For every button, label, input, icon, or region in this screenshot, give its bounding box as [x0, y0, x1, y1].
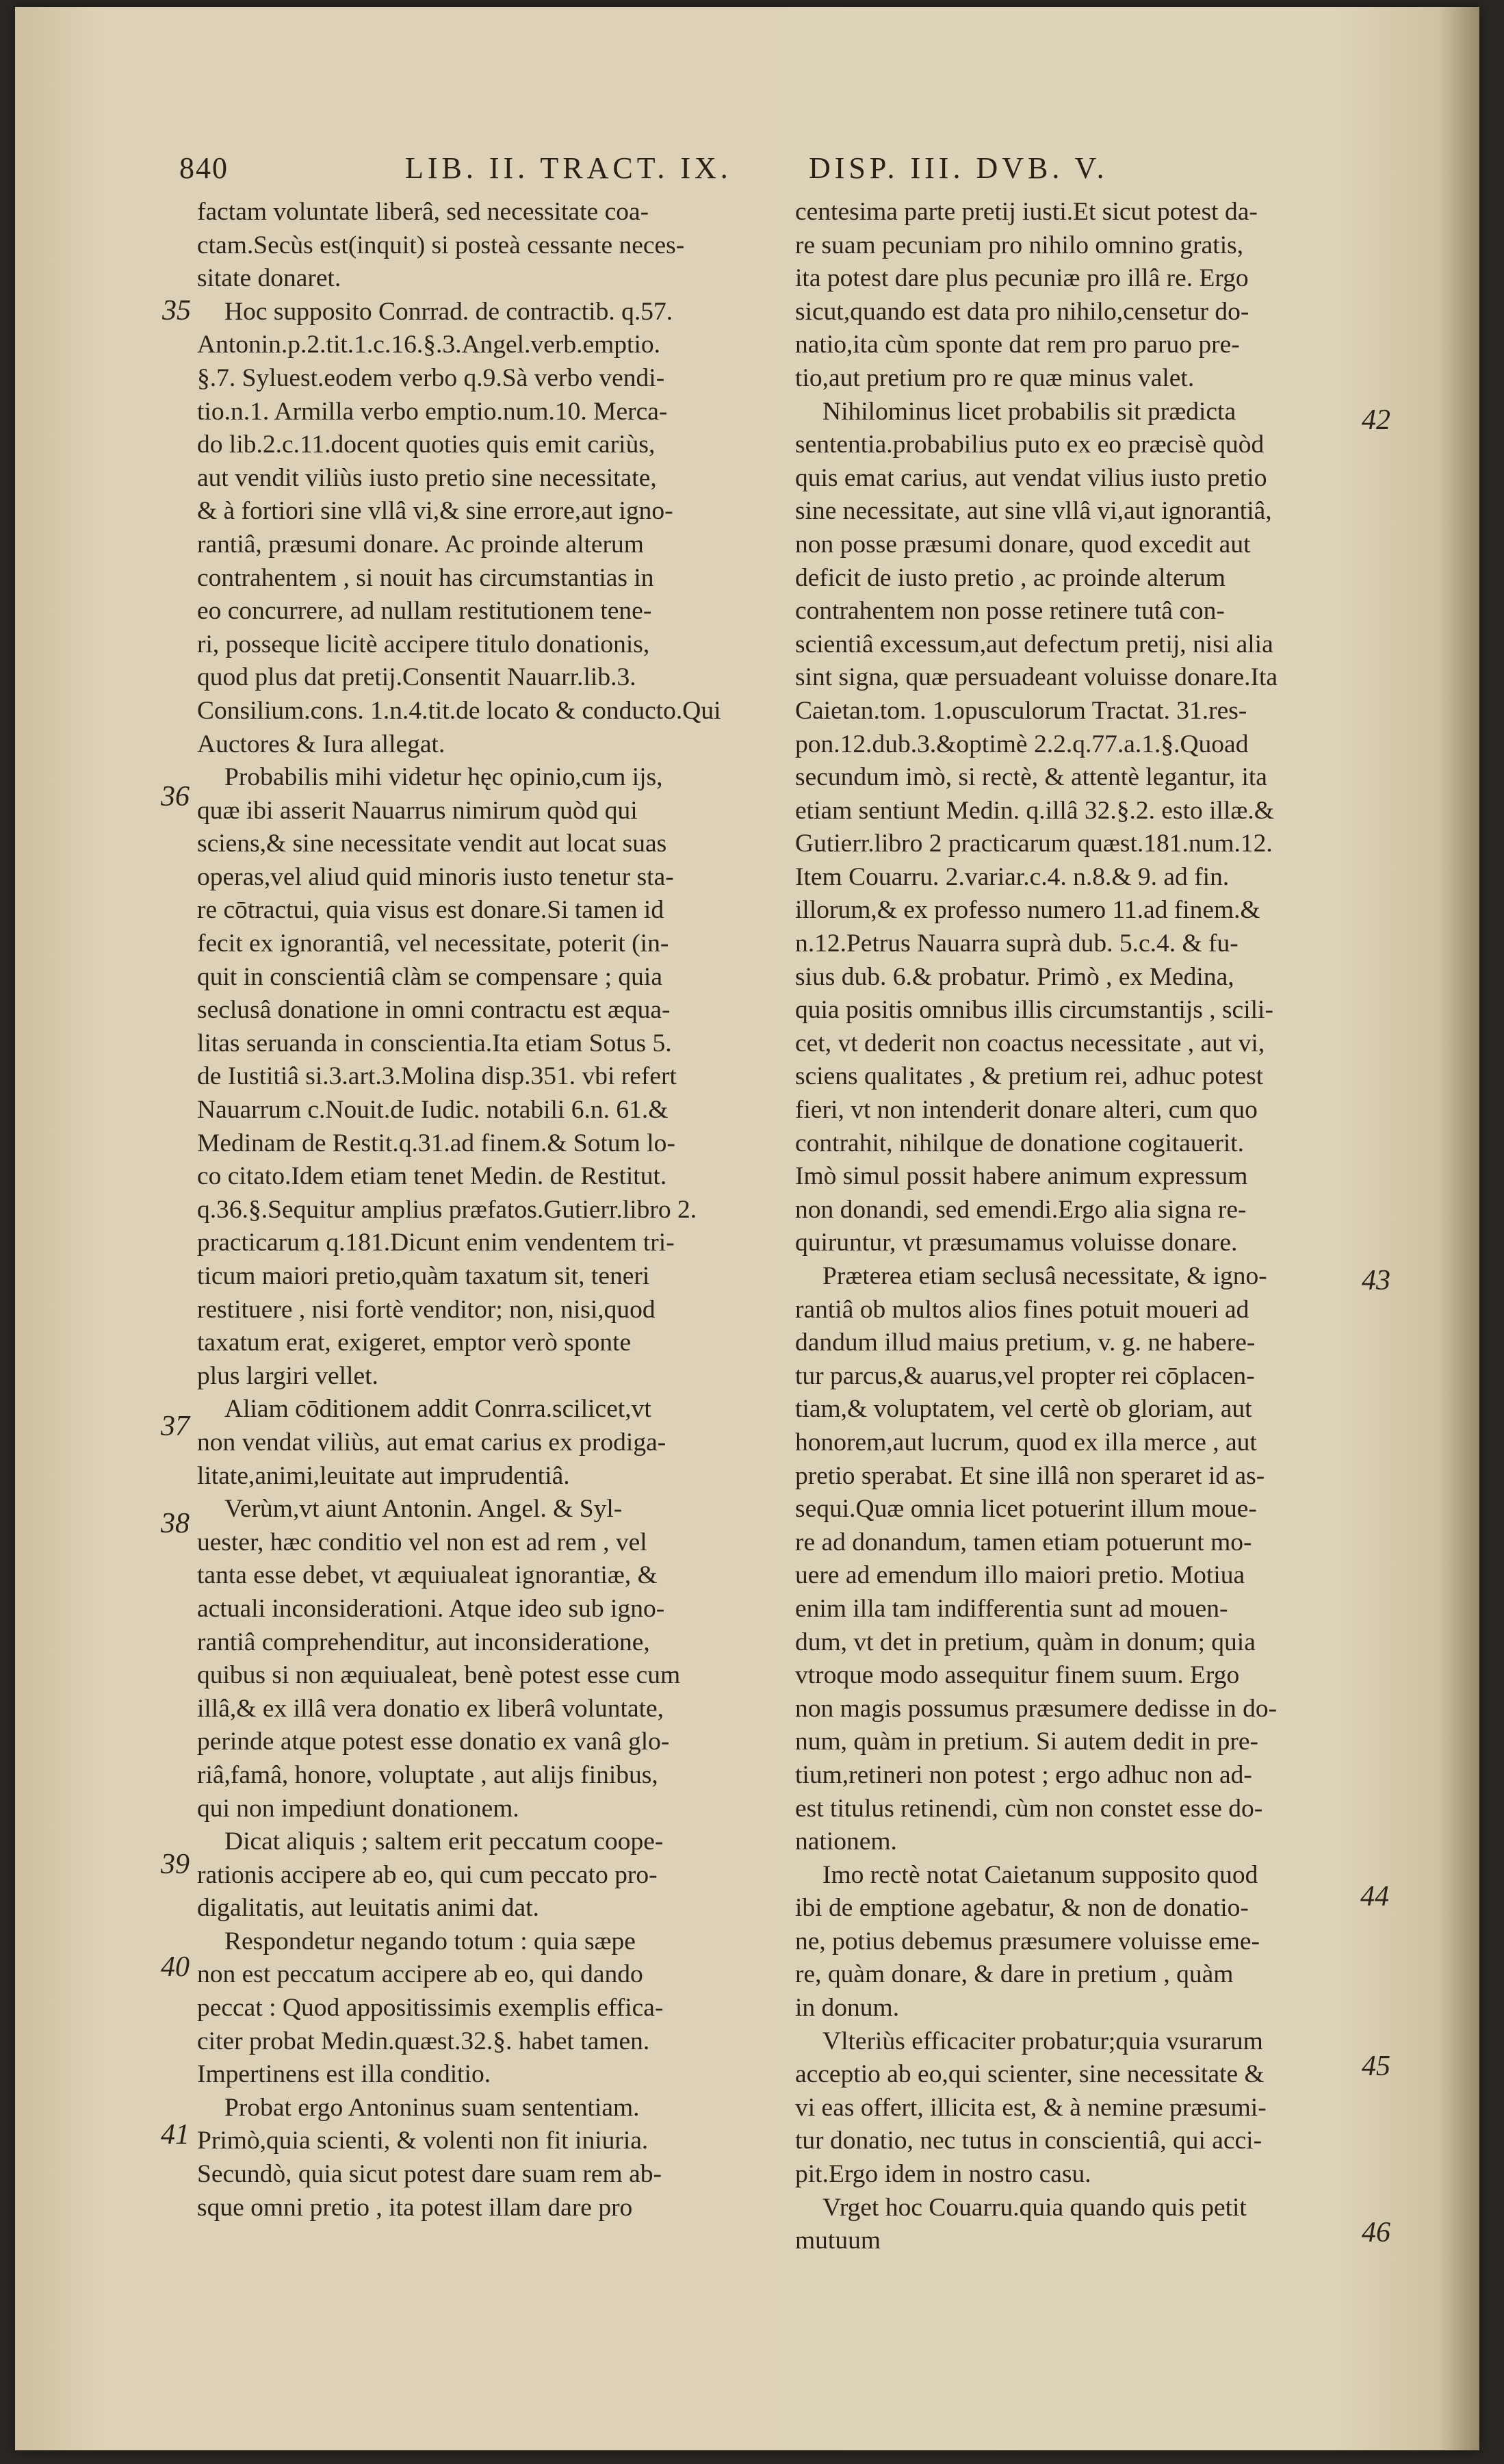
text-line: non vendat viliùs, aut emat carius ex prodiga- — [197, 1428, 666, 1456]
text-line: quis emat carius, aut vendat vilius iusto pretio — [795, 463, 1267, 492]
right-text-column — [795, 196, 1356, 2258]
text-line: citer probat Medin.quæst.32.§. habet tamen. — [197, 2027, 650, 2055]
text-line: qui non impediunt donationem. — [197, 1794, 519, 1823]
text-line: ri, posseque licitè accipere titulo donationis, — [197, 630, 650, 658]
text-line: tio,aut pretium pro re quæ minus valet. — [795, 363, 1195, 392]
header-book-tract: LIB. II. TRACT. IX. — [405, 151, 732, 185]
text-line: Aliam cōditionem addit Conrra.scilicet,vt — [224, 1395, 651, 1424]
text-line: honorem,aut lucrum, quod ex illa merce , aut — [795, 1428, 1257, 1456]
header-disp-dub: DISP. III. DVB. V. — [809, 151, 1108, 185]
text-line: sciens qualitates , & pretium rei, adhuc potest — [795, 1062, 1264, 1091]
text-line: n.12.Petrus Nauarra suprà dub. 5.c.4. & fu- — [795, 929, 1239, 958]
text-line: Vlteriùs efficaciter probatur;quia vsurarum — [822, 2027, 1263, 2055]
text-line: tium,retineri non potest ; ergo adhuc non ad- — [795, 1760, 1252, 1789]
text-line: sicut,quando est data pro nihilo,censetur do- — [795, 297, 1249, 326]
text-line: illâ,& ex illâ vera donatio ex liberâ voluntate, — [197, 1694, 664, 1723]
text-line: scientiâ excessum,aut defectum pretij, nisi alia — [795, 630, 1273, 658]
text-line: Imò simul possit habere animum expressum — [795, 1162, 1248, 1191]
text-line: natio,ita cùm sponte dat rem pro paruo pre- — [795, 331, 1240, 359]
margin-number-36: 36 — [161, 781, 190, 812]
text-line: Verùm,vt aiunt Antonin. Angel. & Syl- — [224, 1495, 623, 1524]
text-line: Item Couarru. 2.variar.c.4. n.8.& 9. ad fin. — [795, 862, 1230, 891]
text-line: dum, vt det in pretium, quàm in donum; quia — [795, 1628, 1256, 1656]
text-line: rantiâ ob multos alios fines potuit moueri ad — [795, 1295, 1249, 1324]
text-line: aut vendit viliùs iusto pretio sine necessitate, — [197, 463, 657, 492]
text-line: restituere , nisi fortè venditor; non, nisi,quod — [197, 1295, 656, 1324]
text-line: do lib.2.c.11.docent quoties quis emit cariùs, — [197, 431, 656, 459]
margin-number-39: 39 — [161, 1849, 190, 1880]
text-line: centesima parte pretij iusti.Et sicut potest da- — [795, 198, 1258, 226]
text-line: Primò,quia scienti, & volenti non fit iniuria. — [197, 2127, 649, 2155]
text-line: Probat ergo Antoninus suam sententiam. — [224, 2093, 640, 2122]
text-line: Antonin.p.2.tit.1.c.16.§.3.Angel.verb.emptio. — [197, 331, 660, 359]
text-line: eo concurrere, ad nullam restitutionem tene- — [197, 597, 652, 626]
margin-number-40: 40 — [161, 1951, 190, 1983]
running-header — [179, 151, 1363, 192]
text-line: non donandi, sed emendi.Ergo alia signa re- — [795, 1195, 1247, 1224]
text-line: cet, vt dederit non coactus necessitate , aut vi, — [795, 1029, 1265, 1057]
text-line: etiam sentiunt Medin. q.illâ 32.§.2. esto illæ.& — [795, 796, 1274, 825]
text-line: ne, potius debemus præsumere voluisse eme- — [795, 1927, 1260, 1955]
text-line: quibus si non æquiualeat, benè potest esse cum — [197, 1661, 681, 1690]
text-line: quod plus dat pretij.Consentit Nauarr.lib.3. — [197, 663, 636, 692]
text-line: Impertinens est illa conditio. — [197, 2060, 491, 2089]
text-line: rantiâ comprehenditur, aut inconsideratione, — [197, 1628, 650, 1656]
text-line: riâ,famâ, honore, voluptate , aut alijs finibus, — [197, 1760, 658, 1789]
text-line: seclusâ donatione in omni contractu est æqua- — [197, 996, 671, 1025]
text-line: Nauarrum c.Nouit.de Iudic. notabili 6.n. 61.& — [197, 1096, 669, 1125]
text-line: tanta esse debet, vt æquiualeat ignorantiæ, & — [197, 1561, 658, 1590]
text-line: sine necessitate, aut sine vllâ vi,aut ignorantiâ, — [795, 497, 1272, 526]
text-line: rantiâ, præsumi donare. Ac proinde alterum — [197, 530, 644, 559]
margin-number-38: 38 — [161, 1508, 190, 1539]
text-line: q.36.§.Sequitur amplius præfatos.Gutierr.libro 2. — [197, 1195, 697, 1224]
text-line: est titulus retinendi, cùm non constet esse do- — [795, 1794, 1263, 1823]
text-line: quæ ibi asserit Nauarrus nimirum quòd qui — [197, 796, 638, 825]
text-line: Consilium.cons. 1.n.4.tit.de locato & conducto.Qui — [197, 696, 721, 725]
text-line: contrahit, nihilque de donatione cogitauerit. — [795, 1129, 1245, 1157]
text-line: nationem. — [795, 1827, 897, 1856]
text-line: fieri, vt non intenderit donare alteri, cum quo — [795, 1096, 1258, 1125]
text-line: sque omni pretio , ita potest illam dare pro — [197, 2193, 633, 2222]
margin-number-45: 45 — [1362, 2051, 1390, 2082]
text-line: ctam.Secùs est(inquit) si posteà cessante neces- — [197, 231, 685, 259]
text-line: secundum imò, si rectè, & attentè legantur, ita — [795, 763, 1267, 792]
text-line: vi eas offert, illicita est, & à nemine præsumi- — [795, 2093, 1267, 2122]
text-line: peccat : Quod appositissimis exemplis effica- — [197, 1994, 664, 2023]
text-line: non magis possumus præsumere dedisse in do- — [795, 1694, 1278, 1723]
text-line: quia positis omnibus illis circumstantijs , scili- — [795, 996, 1273, 1025]
margin-number-42: 42 — [1362, 405, 1390, 436]
text-line: digalitatis, aut leuitatis animi dat. — [197, 1894, 539, 1923]
text-line: Probabilis mihi videtur hęc opinio,cum ijs, — [224, 763, 663, 792]
text-line: uester, hæc conditio vel non est ad rem , vel — [197, 1528, 647, 1556]
text-line: non est peccatum accipere ab eo, qui dando — [197, 1960, 643, 1989]
text-line: sententia.probabilius puto ex eo præcisè quòd — [795, 431, 1265, 459]
text-line: uere ad emendum illo maiori pretio. Motiua — [795, 1561, 1245, 1590]
text-line: Gutierr.libro 2 practicarum quæst.181.num.12. — [795, 830, 1273, 858]
text-line: actuali inconsiderationi. Atque ideo sub igno- — [197, 1594, 665, 1623]
margin-number-44: 44 — [1360, 1881, 1389, 1912]
text-line: enim illa tam indifferentia sunt ad mouen- — [795, 1594, 1228, 1623]
text-line: sciens,& sine necessitate vendit aut locat suas — [197, 830, 667, 858]
text-line: vtroque modo assequitur finem suum. Ergo — [795, 1661, 1240, 1690]
text-line: ticum maiori pretio,quàm taxatum sit, teneri — [197, 1262, 650, 1290]
text-line: taxatum erat, exigeret, emptor verò sponte — [197, 1329, 632, 1357]
gutter-shadow — [1438, 7, 1479, 2450]
text-line: dandum illud maius pretium, v. g. ne habere- — [795, 1329, 1256, 1357]
text-line: pit.Ergo idem in nostro casu. — [795, 2160, 1091, 2189]
text-line: co citato.Idem etiam tenet Medin. de Restitut. — [197, 1162, 667, 1191]
text-line: rationis accipere ab eo, qui cum peccato pro- — [197, 1860, 658, 1889]
text-line: deficit de iusto pretio , ac proinde alterum — [795, 563, 1226, 592]
text-line: plus largiri vellet. — [197, 1361, 378, 1390]
text-line: quit in conscientiâ clàm se compensare ; quia — [197, 962, 662, 991]
text-line: Imo rectè notat Caietanum supposito quod — [822, 1860, 1258, 1889]
text-line: contrahentem non posse retinere tutâ con- — [795, 597, 1225, 626]
book-page — [15, 7, 1479, 2450]
text-line: tiam,& voluptatem, vel certè ob gloriam, aut — [795, 1395, 1252, 1424]
text-line: de Iustitiâ si.3.art.3.Molina disp.351. vbi refert — [197, 1062, 677, 1091]
text-line: & à fortiori sine vllâ vi,& sine errore,aut igno- — [197, 497, 673, 526]
text-line: Præterea etiam seclusâ necessitate, & igno- — [822, 1262, 1267, 1290]
text-line: factam voluntate liberâ, sed necessitate coa- — [197, 198, 649, 226]
margin-number-41: 41 — [161, 2119, 190, 2151]
text-line: mutuum — [795, 2226, 881, 2255]
text-line: sint signa, quæ persuadeant voluisse donare.Ita — [795, 663, 1278, 692]
text-line: quiruntur, vt præsumamus voluisse donare. — [795, 1229, 1238, 1257]
text-line: illorum,& ex professo numero 11.ad finem.& — [795, 896, 1260, 925]
text-line: tio.n.1. Armilla verbo emptio.num.10. Merca- — [197, 397, 668, 426]
page-number: 840 — [179, 151, 229, 185]
text-line: Caietan.tom. 1.opusculorum Tractat. 31.res- — [795, 696, 1247, 725]
text-line: Dicat aliquis ; saltem erit peccatum coope- — [224, 1827, 664, 1856]
margin-number-46: 46 — [1362, 2217, 1390, 2248]
margin-number-43: 43 — [1362, 1265, 1390, 1296]
text-line: re, quàm donare, & dare in pretium , quàm — [795, 1960, 1234, 1989]
text-line: tur parcus,& auarus,vel propter rei cōplacen- — [795, 1361, 1255, 1390]
text-line: litate,animi,leuitate aut imprudentiâ. — [197, 1461, 570, 1490]
text-line: fecit ex ignorantiâ, vel necessitate, poterit (in- — [197, 929, 669, 958]
text-line: Respondetur negando totum : quia sæpe — [224, 1927, 636, 1955]
text-line: num, quàm in pretium. Si autem dedit in pre- — [795, 1728, 1258, 1756]
text-line: Vrget hoc Couarru.quia quando quis petit — [822, 2193, 1247, 2222]
text-line: ita potest dare plus pecuniæ pro illâ re. Ergo — [795, 264, 1249, 293]
text-line: re ad donandum, tamen etiam potuerunt mo- — [795, 1528, 1252, 1556]
text-line: re suam pecuniam pro nihilo omnino gratis, — [795, 231, 1244, 259]
text-line: operas,vel aliud quid minoris iusto tenetur sta- — [197, 862, 674, 891]
text-line: Auctores & Iura allegat. — [197, 730, 445, 758]
text-line: re cōtractui, quia visus est donare.Si tamen id — [197, 896, 664, 925]
text-line: sequi.Quæ omnia licet potuerint illum moue- — [795, 1495, 1257, 1524]
text-line: non posse præsumi donare, quod excedit aut — [795, 530, 1251, 559]
text-line: tur donatio, nec tutus in conscientiâ, qui acci- — [795, 2127, 1262, 2155]
text-line: acceptio ab eo,qui scienter, sine necessitate & — [795, 2060, 1265, 2089]
margin-number-35: 35 — [162, 295, 191, 326]
text-line: Nihilominus licet probabilis sit prædicta — [822, 397, 1236, 426]
text-line: contrahentem , si nouit has circumstantias in — [197, 563, 654, 592]
left-text-column — [197, 196, 780, 2224]
text-line: Medinam de Restit.q.31.ad finem.& Sotum lo- — [197, 1129, 675, 1157]
text-line: perinde atque potest esse donatio ex vanâ glo- — [197, 1728, 670, 1756]
text-line: practicarum q.181.Dicunt enim vendentem tri- — [197, 1229, 675, 1257]
text-line: ibi de emptione agebatur, & non de donatio- — [795, 1894, 1249, 1923]
text-line: in donum. — [795, 1994, 900, 2023]
text-line: pon.12.dub.3.&optimè 2.2.q.77.a.1.§.Quoad — [795, 730, 1249, 758]
margin-number-37: 37 — [161, 1411, 190, 1442]
text-line: pretio sperabat. Et sine illâ non speraret id as- — [795, 1461, 1265, 1490]
text-line: sitate donaret. — [197, 264, 341, 293]
text-line: §.7. Syluest.eodem verbo q.9.Sà verbo vendi- — [197, 363, 665, 392]
text-line: Hoc supposito Conrrad. de contractib. q.57. — [224, 297, 673, 326]
text-line: litas seruanda in conscientia.Ita etiam Sotus 5. — [197, 1029, 672, 1057]
text-line: Secundò, quia sicut potest dare suam rem ab- — [197, 2160, 662, 2189]
text-line: sius dub. 6.& probatur. Primò , ex Medina, — [795, 962, 1234, 991]
